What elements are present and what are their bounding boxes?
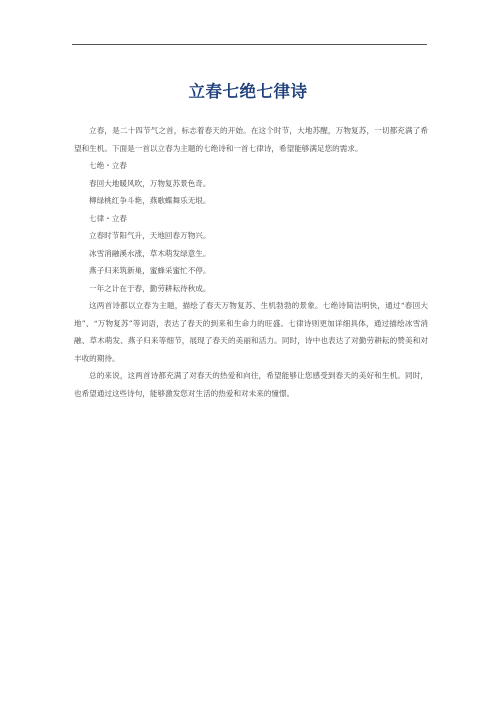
qilv-line: 燕子归来筑新巢，蜜蜂采蜜忙不停。 [89, 266, 211, 275]
qilv-heading: 七律・立春 [89, 213, 127, 223]
document-body [74, 122, 428, 402]
conclusion-paragraph: 总的来说，这两首诗都充满了对春天的热爱和向往，希望能够让您感受到春天的美好和生机。同时，也希望通过这些诗句，能够激发您对生活的热爱和对未来的憧憬。 [74, 371, 428, 398]
qijue-line: 春回大地暖风吹，万物复苏景色奇。 [89, 178, 211, 188]
analysis-paragraph: 这两首诗都以立春为主题，描绘了春天万物复苏、生机勃勃的景象。七绝诗简洁明快，通过“春回大地”、“万物复苏”等词语，表达了春天的到来和生命力的旺盛。七律诗则更加详细具体，通过描绘冰雪消融、草木萌发、燕子归来等细节，展现了春天的美丽和活力。同时，诗中也表达了对勤劳耕耘的赞美和对丰收的期待。 [74, 301, 428, 363]
intro-paragraph: 立春，是二十四节气之首，标志着春天的开始。在这个时节，大地苏醒，万物复苏，一切都充满了希望和生机。下面是一首以立春为主题的七绝诗和一首七律诗，希望能够满足您的需求。 [74, 126, 428, 153]
qijue-line: 柳绿桃红争斗艳，燕歌蝶舞乐无垠。 [89, 196, 211, 205]
qilv-line: 一年之计在于春，勤劳耕耘待秋成。 [89, 283, 211, 293]
qijue-heading: 七绝・立春 [89, 161, 127, 170]
header-rule [72, 44, 427, 45]
qilv-line: 立春时节阳气升，天地回春万物兴。 [89, 231, 211, 240]
qilv-line: 冰雪消融溪水涨，草木萌发绿意生。 [89, 248, 211, 258]
document-title: 立春七绝七律诗 [188, 82, 308, 101]
